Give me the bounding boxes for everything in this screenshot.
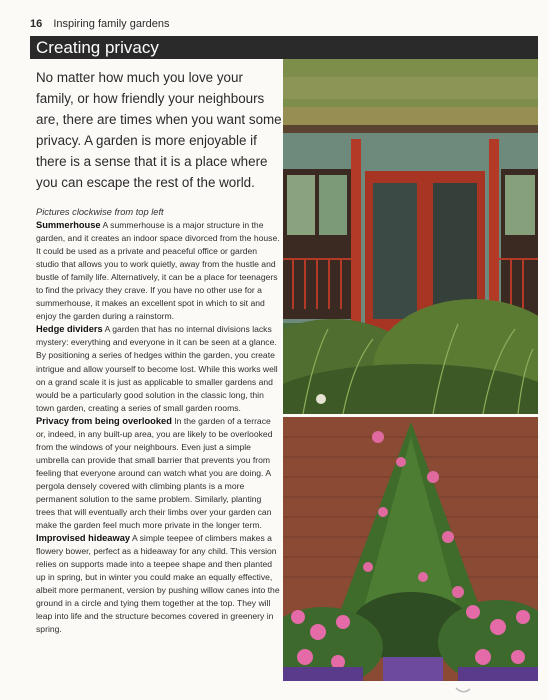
section-name: Inspiring family gardens <box>53 18 170 30</box>
entry-improvised-hideaway <box>36 532 282 636</box>
cursor-icon <box>455 686 471 696</box>
entry-heading: Privacy from being overlooked <box>36 415 172 426</box>
page-title: Creating privacy <box>30 36 538 59</box>
entry-heading: Hedge dividers <box>36 324 103 335</box>
entry-heading: Summerhouse <box>36 220 101 230</box>
text-column <box>30 59 282 681</box>
running-head <box>30 18 169 30</box>
summerhouse-photo <box>283 59 538 414</box>
caption-label: Pictures clockwise from top left <box>36 207 164 217</box>
lead-paragraph: No matter how much you love your family, or how friendly your neighbours are, there are times when you want some privacy. A garden is more enjoyable if there is a sense that it is a place where you can escape the rest of the world. <box>36 70 282 190</box>
entry-text: A garden that has no internal divisions lacks mystery: everything and everyone in it can be seen at a glance. By positioning a series of hedges within the garden, you create intrigue and allow yourself to become lost. While this works well on a grand scale it is just as applicable to smaller gardens and would be a particularly good solution in the classic long, thin town garden, creating a series of small garden rooms. <box>36 324 278 413</box>
caption-entries <box>36 219 282 637</box>
entry-summerhouse <box>36 219 282 323</box>
entry-privacy-overlooked <box>36 415 282 532</box>
page-number: 16 <box>30 18 43 30</box>
entry-text: A simple teepee of climbers makes a flowery bower, perfect as a hideaway for any child. This version relies on supports made into a teepee shape and then planted up in spring, but in winter you could make an equally effective, albeit more permanent, version by pushing willow canes into the ground in a circle and tying them together at the top. They will leap into life and the structure becomes covered in greenery in spring. <box>36 533 280 635</box>
entry-text: In the garden of a terrace or, indeed, in any built-up area, you are likely to be overlooked from the windows of your neighbours. Even just a simple umbrella can provide that small barrier that prevents you from feeling that everyone around can watch what you are doing. A pergola densely covered with climbing plants is a more permanent solution to the same problem. Similarly, planting trees that will eventually arch their limbs over your garden can make the garden feel much more private in the longer term. <box>36 415 273 531</box>
entry-text: A summerhouse is a major structure in the garden, and it creates an indoor space divorced from the house. It could be used as a private and peaceful office or garden studio that allows you to work quietly, away from the hustle and bustle of family life. Alternatively, it can be a place for teenagers to find the privacy they crave. If you have no other use for a summerhouse, it makes an excellent spot in which to sit and enjoy the garden during a rainstorm. <box>36 220 280 322</box>
entry-hedge-dividers <box>36 323 282 414</box>
entry-heading: Improvised hideaway <box>36 533 131 544</box>
hideaway-teepee-photo <box>283 417 538 681</box>
